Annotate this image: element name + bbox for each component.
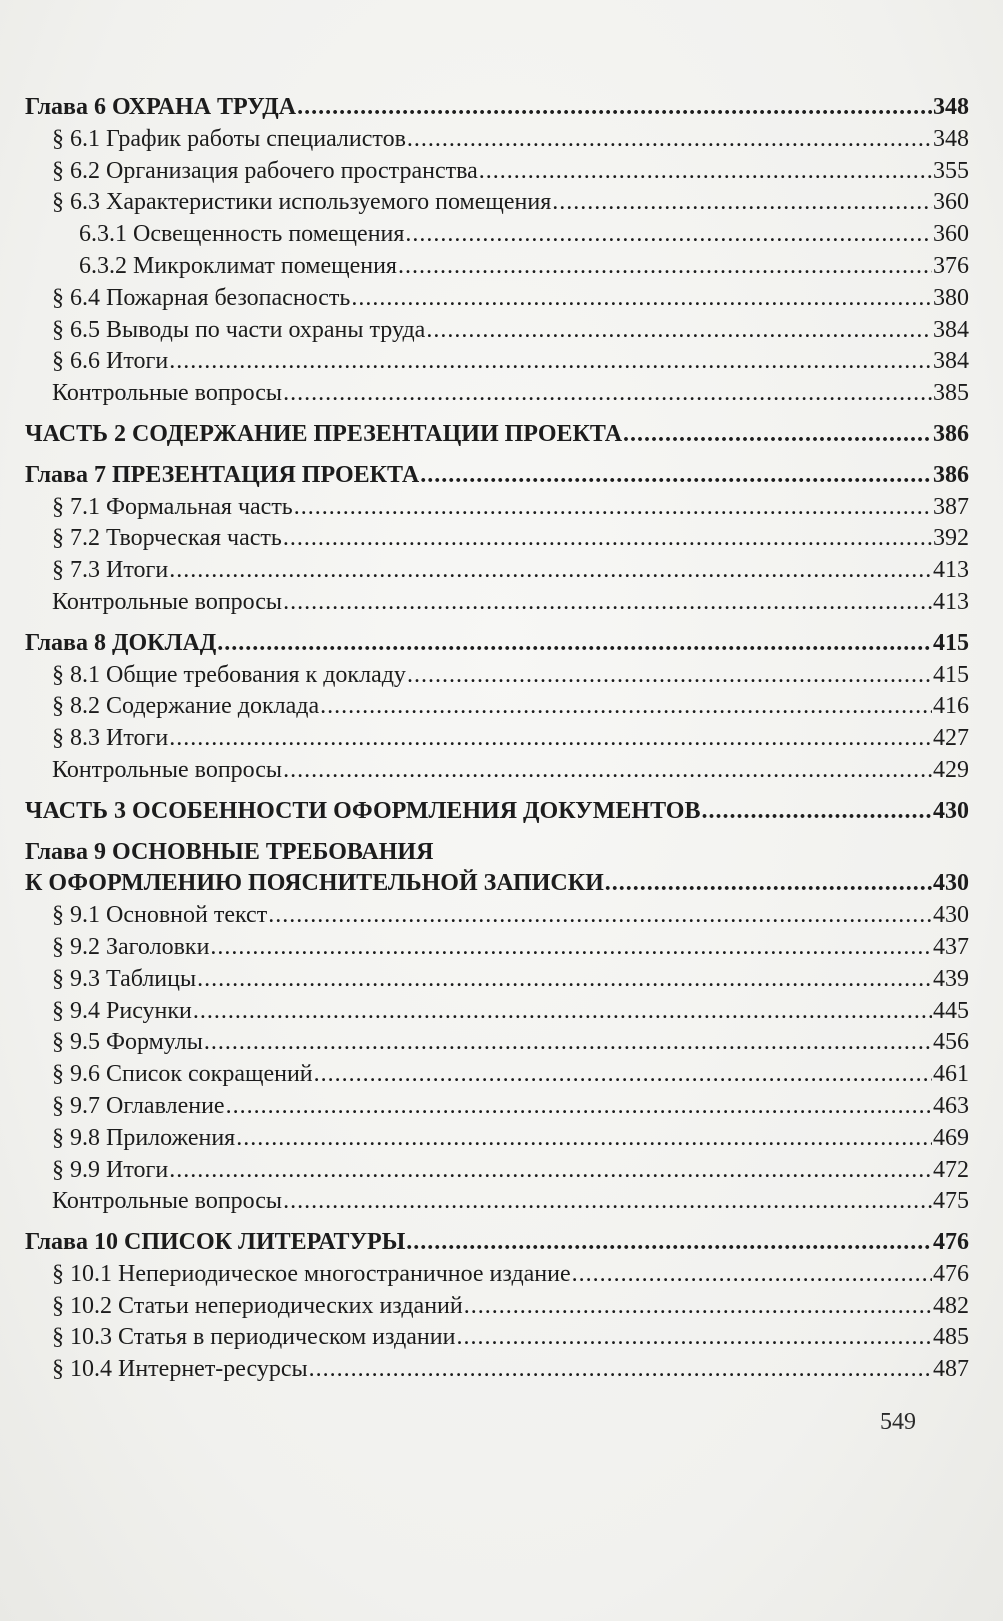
- toc-entry-page: 445: [933, 997, 969, 1024]
- toc-entry-title: § 9.4 Рисунки: [52, 997, 192, 1024]
- toc-leader-dots: [426, 315, 932, 347]
- toc-entry: [25, 932, 969, 964]
- toc-leader-dots: [320, 691, 932, 723]
- toc-entry: [25, 156, 969, 188]
- toc-entry-page: 463: [933, 1092, 969, 1119]
- toc-entry: [25, 1186, 969, 1218]
- toc-entry-page: 415: [933, 629, 969, 656]
- toc-entry: [25, 1259, 969, 1291]
- toc-entry: [25, 555, 969, 587]
- toc-entry: [25, 796, 969, 828]
- toc-entry: [25, 1059, 969, 1091]
- toc-leader-dots: [464, 1291, 932, 1323]
- toc-entry-title: ЧАСТЬ 3 ОСОБЕННОСТИ ОФОРМЛЕНИЯ ДОКУМЕНТОВ: [25, 797, 701, 824]
- toc-entry-title: К ОФОРМЛЕНИЮ ПОЯСНИТЕЛЬНОЙ ЗАПИСКИ: [25, 870, 604, 897]
- toc-entry-title: § 7.3 Итоги: [52, 557, 169, 584]
- toc-entry: [25, 660, 969, 692]
- toc-leader-dots: [405, 219, 932, 251]
- toc-entry-page: 430: [933, 870, 969, 897]
- toc-entry-title: Глава 9 ОСНОВНЫЕ ТРЕБОВАНИЯ: [25, 838, 434, 865]
- toc-entry-page: 482: [933, 1292, 969, 1319]
- toc-entry-title: ЧАСТЬ 2 СОДЕРЖАНИЕ ПРЕЗЕНТАЦИИ ПРОЕКТА: [25, 420, 623, 447]
- toc-entry: [25, 996, 969, 1028]
- toc-entry-title: Глава 10 СПИСОК ЛИТЕРАТУРЫ: [25, 1229, 406, 1256]
- toc-entry: [25, 378, 969, 410]
- page-number: 549: [880, 1409, 916, 1435]
- toc-leader-dots: [309, 1354, 932, 1386]
- toc-leader-dots: [294, 492, 932, 524]
- toc-entry-page: 430: [933, 902, 969, 929]
- toc-entry: [25, 251, 969, 283]
- toc-entry-title: § 9.2 Заголовки: [52, 933, 210, 960]
- toc-entry-title: § 7.2 Творческая часть: [52, 525, 282, 552]
- toc-entry: [25, 837, 969, 869]
- toc-leader-dots: [226, 1091, 932, 1123]
- toc-entry-page: 475: [933, 1188, 969, 1215]
- toc-entry: [25, 1091, 969, 1123]
- toc-leader-dots: [479, 156, 932, 188]
- toc-entry-title: § 7.1 Формальная часть: [52, 493, 293, 520]
- toc-entry-page: 413: [933, 557, 969, 584]
- toc-entry-page: 427: [933, 725, 969, 752]
- toc-leader-dots: [283, 1186, 932, 1218]
- toc-entry: [25, 755, 969, 787]
- toc-entry-page: 456: [933, 1029, 969, 1056]
- toc-entry-page: 429: [933, 756, 969, 783]
- toc-entry-page: 384: [933, 316, 969, 343]
- toc-leader-dots: [210, 932, 932, 964]
- toc-leader-dots: [204, 1027, 932, 1059]
- toc-entry-page: 413: [933, 588, 969, 615]
- toc-entry-page: 476: [933, 1260, 969, 1287]
- toc-entry: [25, 315, 969, 347]
- toc-entry-title: Глава 8 ДОКЛАД: [25, 629, 217, 656]
- toc-entry-page: 380: [933, 284, 969, 311]
- toc-entry-page: 469: [933, 1124, 969, 1151]
- toc-leader-dots: [623, 419, 932, 451]
- toc-entry-title: 6.3.1 Освещенность помещения: [79, 221, 405, 248]
- toc-entry-page: 386: [933, 461, 969, 488]
- toc-entry-title: § 9.9 Итоги: [52, 1156, 169, 1183]
- toc-entry-title: 6.3.2 Микроклимат помещения: [79, 252, 397, 279]
- toc-entry: [25, 868, 969, 900]
- toc-leader-dots: [283, 378, 932, 410]
- toc-leader-dots: [420, 460, 932, 492]
- toc-entry-page: 415: [933, 661, 969, 688]
- toc-entry-title: § 10.3 Статья в периодическом издании: [52, 1324, 456, 1351]
- toc-entry-title: § 6.2 Организация рабочего пространства: [52, 157, 478, 184]
- toc-entry-title: § 8.3 Итоги: [52, 725, 169, 752]
- toc-leader-dots: [407, 124, 932, 156]
- toc-entry-page: 476: [933, 1229, 969, 1256]
- toc-leader-dots: [314, 1059, 932, 1091]
- toc-entry: [25, 460, 969, 492]
- toc-leader-dots: [169, 555, 932, 587]
- toc-entry: [25, 964, 969, 996]
- toc-entry-title: § 8.2 Содержание доклада: [52, 693, 320, 720]
- toc-entry: [25, 1027, 969, 1059]
- toc-entry-title: § 6.3 Характеристики используемого помещения: [52, 189, 552, 216]
- toc-entry-title: Контрольные вопросы: [52, 1188, 283, 1215]
- toc-entry-title: § 9.3 Таблицы: [52, 965, 197, 992]
- toc-entry-page: 461: [933, 1061, 969, 1088]
- toc-leader-dots: [236, 1123, 932, 1155]
- toc-entry-page: 386: [933, 420, 969, 447]
- toc-entry-title: § 6.1 График работы специалистов: [52, 125, 406, 152]
- toc-leader-dots: [283, 523, 932, 555]
- toc-leader-dots: [351, 283, 932, 315]
- toc-leader-dots: [407, 660, 932, 692]
- toc-entry-title: § 10.1 Непериодическое многостраничное издание: [52, 1260, 571, 1287]
- toc-leader-dots: [572, 1259, 932, 1291]
- toc-entry-title: § 6.6 Итоги: [52, 348, 169, 375]
- toc-leader-dots: [268, 900, 932, 932]
- toc-entry: [25, 419, 969, 451]
- toc-entry: [25, 1123, 969, 1155]
- toc-leader-dots: [456, 1322, 932, 1354]
- toc-entry-page: 360: [933, 221, 969, 248]
- toc-entry-page: 439: [933, 965, 969, 992]
- toc-entry-page: 485: [933, 1324, 969, 1351]
- toc-entry-title: § 9.6 Список сокращений: [52, 1061, 313, 1088]
- toc-entry: [25, 523, 969, 555]
- toc-entry: [25, 1155, 969, 1187]
- toc-entry: [25, 723, 969, 755]
- table-of-contents: [25, 92, 969, 1386]
- toc-leader-dots: [283, 755, 932, 787]
- toc-entry-title: § 6.5 Выводы по части охраны труда: [52, 316, 426, 343]
- toc-entry-title: § 6.4 Пожарная безопасность: [52, 284, 351, 311]
- toc-entry: [25, 1227, 969, 1259]
- toc-entry-page: 376: [933, 252, 969, 279]
- toc-entry: [25, 219, 969, 251]
- toc-entry-title: § 9.8 Приложения: [52, 1124, 236, 1151]
- toc-entry-page: 437: [933, 933, 969, 960]
- toc-entry: [25, 346, 969, 378]
- toc-entry-page: 384: [933, 348, 969, 375]
- toc-leader-dots: [169, 1155, 932, 1187]
- toc-entry-title: Контрольные вопросы: [52, 756, 283, 783]
- toc-entry-page: 348: [933, 125, 969, 152]
- toc-entry-title: § 9.5 Формулы: [52, 1029, 203, 1056]
- toc-leader-dots: [398, 251, 932, 283]
- toc-entry-page: 472: [933, 1156, 969, 1183]
- toc-entry: [25, 587, 969, 619]
- toc-entry-title: Глава 7 ПРЕЗЕНТАЦИЯ ПРОЕКТА: [25, 461, 420, 488]
- toc-leader-dots: [169, 723, 932, 755]
- toc-entry-title: § 8.1 Общие требования к докладу: [52, 661, 406, 688]
- toc-entry-title: § 10.4 Интернет-ресурсы: [52, 1356, 308, 1383]
- toc-entry: [25, 187, 969, 219]
- toc-entry-title: Контрольные вопросы: [52, 588, 283, 615]
- toc-entry-page: 392: [933, 525, 969, 552]
- toc-leader-dots: [193, 996, 932, 1028]
- toc-entry: [25, 1354, 969, 1386]
- toc-leader-dots: [217, 628, 932, 660]
- toc-entry: [25, 1291, 969, 1323]
- toc-entry-title: § 9.1 Основной текст: [52, 902, 268, 929]
- toc-entry-page: 387: [933, 493, 969, 520]
- toc-entry-title: Глава 6 ОХРАНА ТРУДА: [25, 94, 297, 120]
- toc-entry-title: Контрольные вопросы: [52, 380, 283, 407]
- toc-leader-dots: [169, 346, 932, 378]
- toc-leader-dots: [701, 796, 932, 828]
- toc-entry: [25, 900, 969, 932]
- toc-entry: [25, 492, 969, 524]
- toc-entry-page: 430: [933, 797, 969, 824]
- toc-leader-dots: [197, 964, 932, 996]
- toc-entry: [25, 691, 969, 723]
- toc-entry: [25, 1322, 969, 1354]
- toc-entry-page: 487: [933, 1356, 969, 1383]
- toc-leader-dots: [297, 92, 932, 124]
- toc-entry: [25, 124, 969, 156]
- toc-entry-page: 348: [933, 94, 969, 120]
- toc-entry-title: § 10.2 Статьи непериодических изданий: [52, 1292, 463, 1319]
- toc-entry-page: 360: [933, 189, 969, 216]
- toc-leader-dots: [406, 1227, 932, 1259]
- toc-entry: [25, 92, 969, 124]
- toc-entry-page: 355: [933, 157, 969, 184]
- toc-entry-page: 385: [933, 380, 969, 407]
- toc-entry-title: § 9.7 Оглавление: [52, 1092, 225, 1119]
- toc-entry: [25, 283, 969, 315]
- toc-entry-page: 416: [933, 693, 969, 720]
- toc-leader-dots: [283, 587, 932, 619]
- toc-leader-dots: [605, 868, 932, 900]
- toc-entry: [25, 628, 969, 660]
- toc-leader-dots: [552, 187, 932, 219]
